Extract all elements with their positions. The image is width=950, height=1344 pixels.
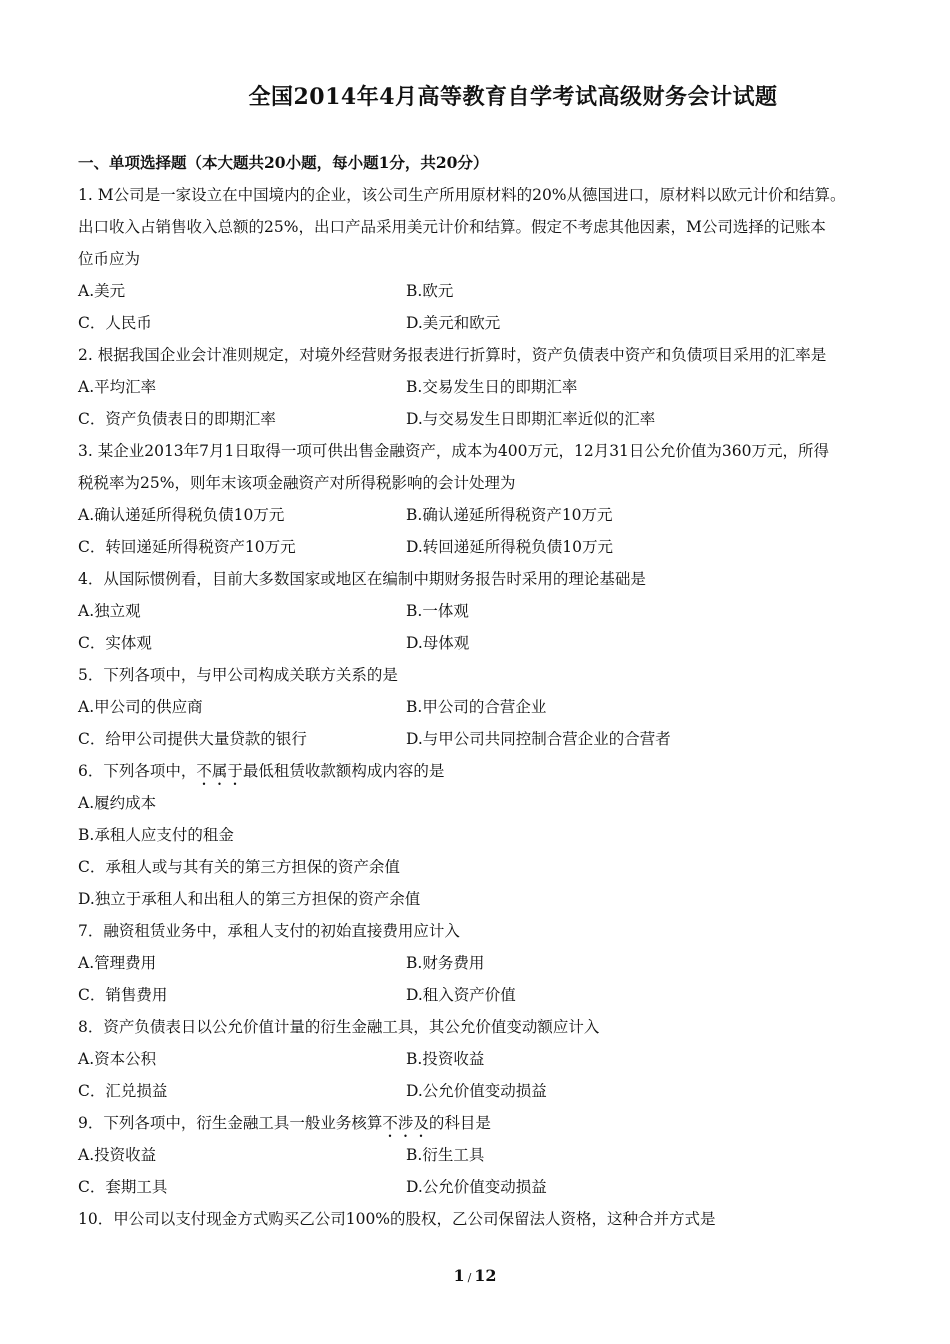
question-1-text: 位币应为 [78, 250, 141, 268]
question-5-options [78, 723, 888, 755]
option-c: C．资产负债表日的即期汇率 [78, 410, 276, 428]
document-page [78, 80, 888, 1235]
option-a: A.平均汇率 [78, 378, 157, 396]
question-1-text: 1. M公司是一家设立在中国境内的企业，该公司生产所用原材料的20%从德国进口，原材料以欧元计价和结算。 [78, 186, 846, 204]
option-c: C．汇兑损益 [78, 1082, 168, 1100]
question-4-options [78, 627, 888, 659]
question-5-options [78, 691, 888, 723]
option-d: D.母体观 [406, 634, 470, 652]
option-c: C．人民币 [78, 314, 152, 332]
option-c: C．转回递延所得税资产10万元 [78, 538, 296, 556]
question-9-options [78, 1139, 888, 1171]
option-b: B.交易发生日的即期汇率 [406, 378, 578, 396]
question-6-text [78, 755, 888, 787]
emphasis-text: 不涉及 [382, 1114, 429, 1132]
option-c: C．销售费用 [78, 986, 168, 1004]
question-3-text: 3. 某企业2013年7月1日取得一项可供出售金融资产，成本为400万元，12月31日公允价值为360万元，所得 [78, 442, 830, 460]
question-9-text [78, 1107, 888, 1139]
question-10-text: 10．甲公司以支付现金方式购买乙公司100%的股权，乙公司保留法人资格，这种合并方式是 [78, 1210, 716, 1228]
question-6-prefix: 6．下列各项中， [78, 762, 197, 780]
option-c: C．实体观 [78, 634, 152, 652]
option-a: A.投资收益 [78, 1146, 157, 1164]
option-d: D.转回递延所得税负债10万元 [406, 538, 614, 556]
option-b: B.确认递延所得税资产10万元 [406, 506, 613, 524]
total-pages: 12 [474, 1266, 497, 1285]
option-b: B.欧元 [406, 282, 454, 300]
question-3-text: 税税率为25%，则年末该项金融资产对所得税影响的会计处理为 [78, 474, 516, 492]
question-9-options [78, 1171, 888, 1203]
option-d: D.独立于承租人和出租人的第三方担保的资产余值 [78, 890, 421, 908]
question-7-options [78, 979, 888, 1011]
option-d: D.公允价值变动损益 [406, 1082, 547, 1100]
option-c: C．给甲公司提供大量贷款的银行 [78, 730, 307, 748]
option-a: A.独立观 [78, 602, 141, 620]
question-2-options [78, 371, 888, 403]
section-heading: 一、单项选择题（本大题共20小题，每小题1分，共20分） [78, 153, 489, 172]
option-b: B.承租人应支付的租金 [78, 826, 234, 844]
question-7-text: 7．融资租赁业务中，承租人支付的初始直接费用应计入 [78, 922, 460, 940]
option-b: B.财务费用 [406, 954, 485, 972]
option-a: A.确认递延所得税负债10万元 [78, 506, 285, 524]
option-d: D.美元和欧元 [406, 314, 501, 332]
question-4-options [78, 595, 888, 627]
option-b: B.甲公司的合营企业 [406, 698, 547, 716]
question-3-options [78, 499, 888, 531]
option-c: C．承租人或与其有关的第三方担保的资产余值 [78, 858, 400, 876]
option-b: B.衍生工具 [406, 1146, 485, 1164]
page-separator: / [467, 1271, 472, 1284]
page-title: 全国2014年4月高等教育自学考试高级财务会计试题 [248, 84, 778, 110]
current-page: 1 [453, 1266, 465, 1285]
question-7-options [78, 947, 888, 979]
option-d: D.租入资产价值 [406, 986, 516, 1004]
emphasis-text: 不属于 [196, 762, 243, 780]
question-9-prefix: 9．下列各项中，衍生金融工具一般业务核算 [78, 1114, 383, 1132]
question-1-text: 出口收入占销售收入总额的25%，出口产品采用美元计价和结算。假定不考虑其他因素，M公司选择的记账本 [78, 218, 826, 236]
question-1-options [78, 307, 888, 339]
question-8-text: 8．资产负债表日以公允价值计量的衍生金融工具，其公允价值变动额应计入 [78, 1018, 600, 1036]
option-a: A.美元 [78, 282, 126, 300]
question-1-options [78, 275, 888, 307]
question-2-text: 2. 根据我国企业会计准则规定，对境外经营财务报表进行折算时，资产负债表中资产和负债项目采用的汇率是 [78, 346, 827, 364]
option-d: D.公允价值变动损益 [406, 1178, 547, 1196]
question-2-options [78, 403, 888, 435]
option-a: A.履约成本 [78, 794, 157, 812]
option-a: A.管理费用 [78, 954, 157, 972]
question-3-options [78, 531, 888, 563]
option-a: A.甲公司的供应商 [78, 698, 203, 716]
question-8-options [78, 1075, 888, 1107]
question-8-options [78, 1043, 888, 1075]
question-9-suffix: 的科目是 [428, 1114, 491, 1132]
option-a: A.资本公积 [78, 1050, 157, 1068]
option-d: D.与交易发生日即期汇率近似的汇率 [406, 410, 656, 428]
option-c: C．套期工具 [78, 1178, 168, 1196]
question-6-suffix: 最低租赁收款额构成内容的是 [242, 762, 445, 780]
question-4-text: 4．从国际惯例看，目前大多数国家或地区在编制中期财务报告时采用的理论基础是 [78, 570, 646, 588]
question-5-text: 5．下列各项中，与甲公司构成关联方关系的是 [78, 666, 398, 684]
page-number [0, 1266, 950, 1285]
option-b: B.投资收益 [406, 1050, 485, 1068]
option-d: D.与甲公司共同控制合营企业的合营者 [406, 730, 671, 748]
option-b: B.一体观 [406, 602, 469, 620]
